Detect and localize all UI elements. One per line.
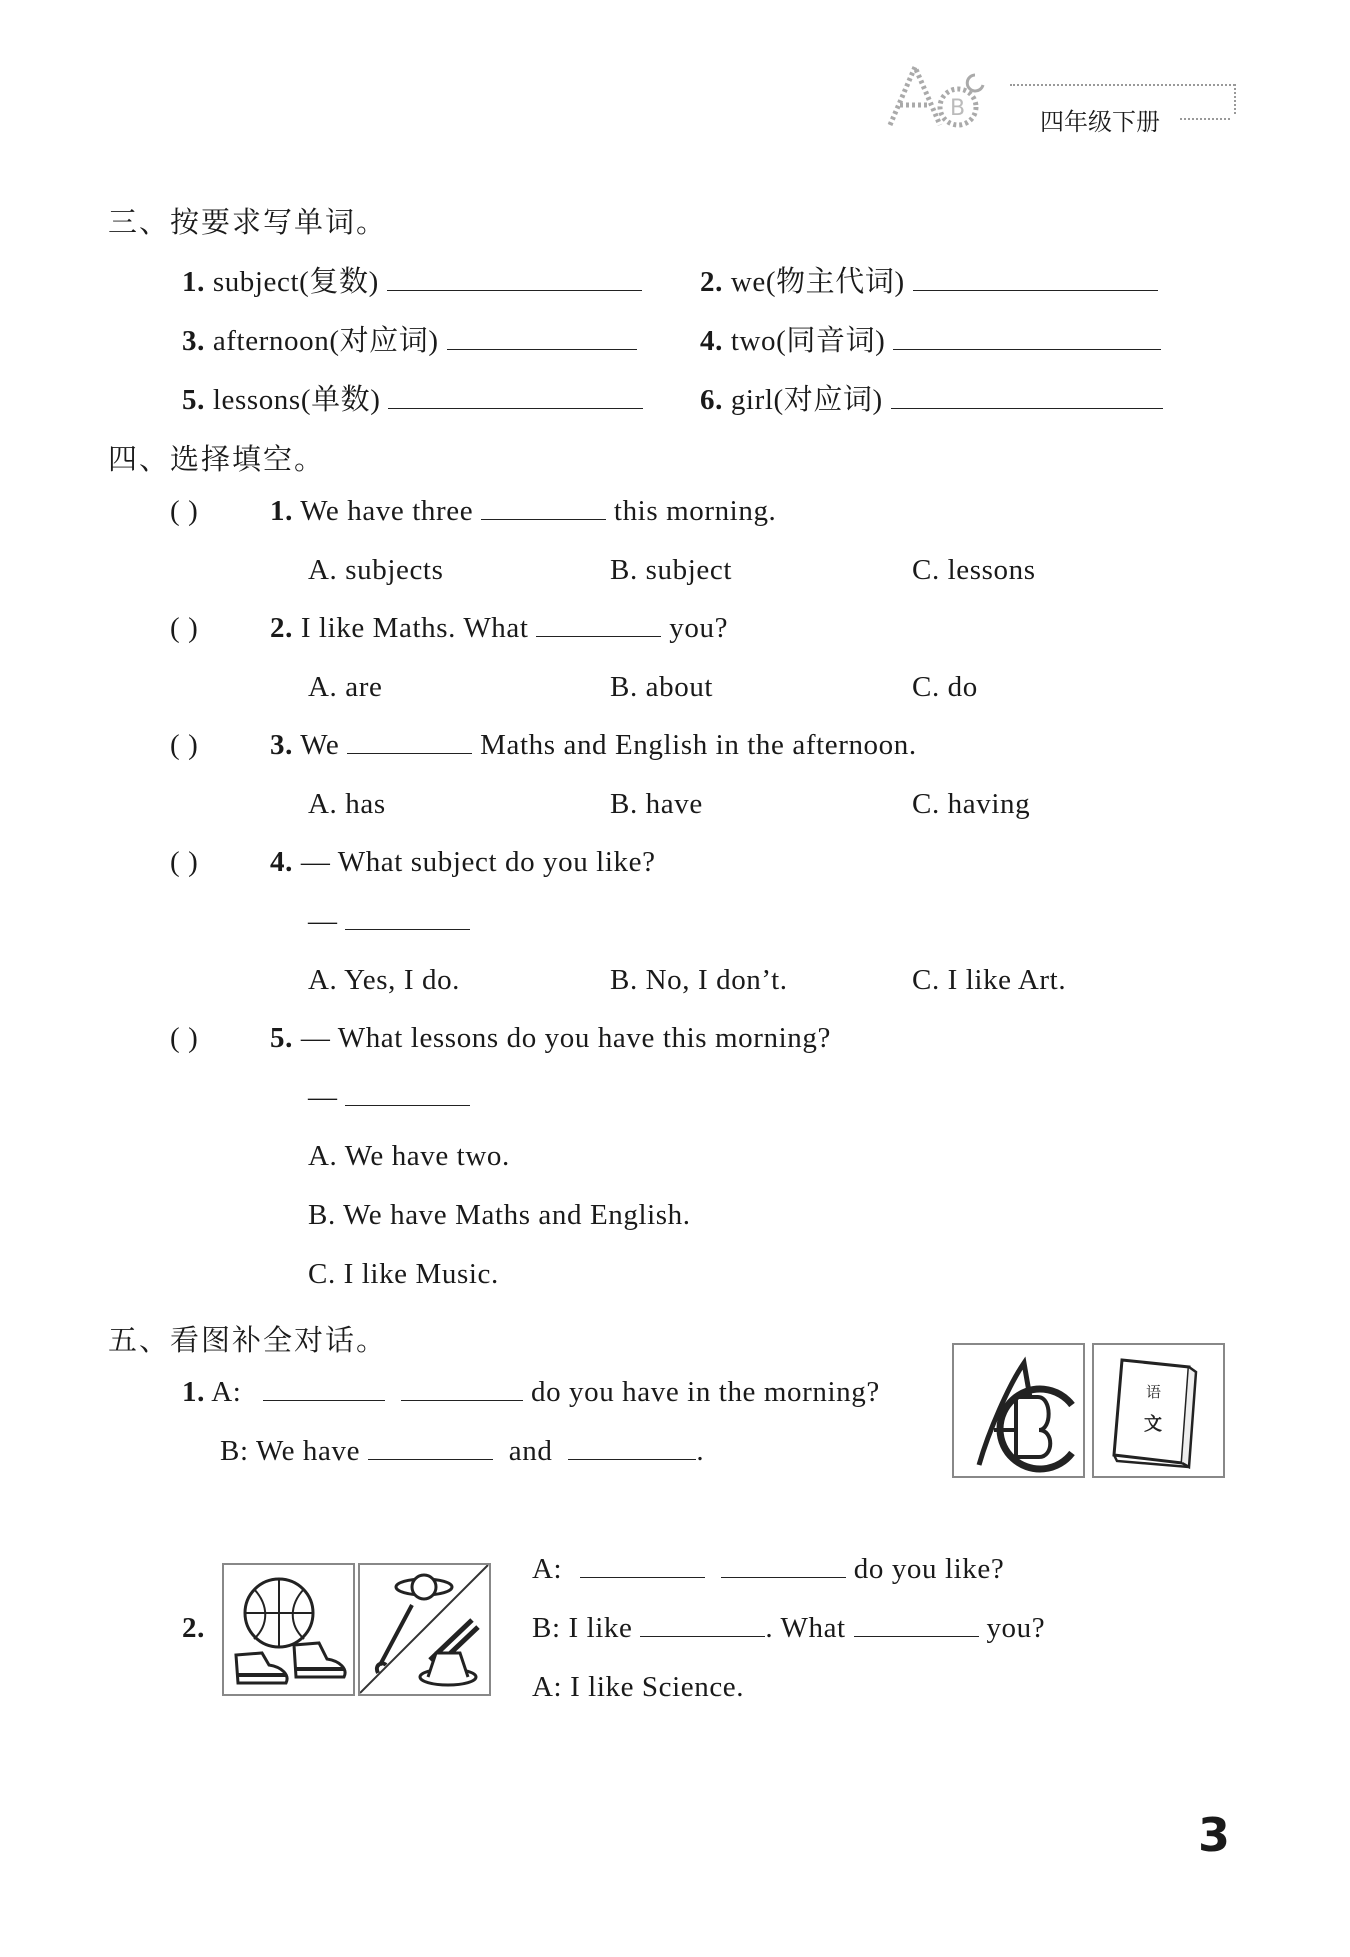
q1-option-c[interactable]: C. lessons: [912, 554, 1036, 586]
s3-item-1: [182, 259, 642, 300]
q5-stem: [270, 1022, 831, 1055]
q5-reply: [308, 1081, 470, 1114]
q4-option-a[interactable]: A. Yes, I do.: [308, 964, 461, 996]
s3-item-num: 4.: [700, 325, 723, 357]
reply-dash: —: [308, 905, 338, 937]
answer-blank[interactable]: [568, 1435, 696, 1460]
dialogue-text: . What: [765, 1612, 846, 1644]
q1-option-b[interactable]: B. subject: [610, 554, 732, 586]
basketball-sneakers-icon: [224, 1565, 353, 1694]
answer-blank[interactable]: [893, 325, 1161, 350]
q3-answer-paren[interactable]: ( ): [170, 729, 199, 761]
dialogue-text: I like Science.: [570, 1671, 745, 1703]
abc-letters-icon: [954, 1345, 1083, 1476]
reply-dash: —: [308, 1081, 338, 1113]
q3-option-b[interactable]: B. have: [610, 788, 703, 820]
q-num: 4.: [270, 846, 293, 878]
answer-blank[interactable]: [387, 266, 642, 291]
speaker-label: A:: [211, 1376, 242, 1408]
dialogue-text: I like: [568, 1612, 633, 1644]
dialogue-text: you?: [986, 1612, 1046, 1644]
q-text: We: [300, 729, 340, 761]
answer-blank[interactable]: [721, 1553, 846, 1578]
q4-stem: [270, 846, 656, 879]
q4-reply: [308, 905, 470, 938]
d1-line-a: [182, 1376, 880, 1409]
q4-answer-paren[interactable]: ( ): [170, 846, 199, 878]
s3-item-hint: (单数): [300, 384, 381, 416]
pe-items-picture: [222, 1563, 355, 1696]
speaker-label: B:: [220, 1435, 249, 1467]
q3-option-c[interactable]: C. having: [912, 788, 1031, 820]
d2-line-c: [532, 1671, 744, 1704]
logo-abc-icon: [880, 55, 1010, 135]
s3-item-num: 1.: [182, 266, 205, 298]
book-icon: [1094, 1345, 1223, 1476]
q4-option-c[interactable]: C. I like Art.: [912, 964, 1067, 996]
q-text: We have three: [300, 495, 474, 527]
q2-answer-paren[interactable]: ( ): [170, 612, 199, 644]
book-char-1: 语: [1146, 1383, 1162, 1401]
s3-item-num: 5.: [182, 384, 205, 416]
s3-item-num: 3.: [182, 325, 205, 357]
answer-blank[interactable]: [401, 1376, 523, 1401]
header-rule-right: [1234, 84, 1236, 114]
chinese-book-picture: [1092, 1343, 1225, 1478]
answer-blank[interactable]: [536, 612, 661, 637]
q5-option-c[interactable]: C. I like Music.: [308, 1258, 499, 1290]
s3-item-word: subject: [212, 266, 300, 298]
q-num: 2.: [270, 612, 293, 644]
dialogue-num: 1.: [182, 1376, 205, 1408]
dialogue-text: do you have in the morning?: [530, 1376, 880, 1408]
speaker-label: B:: [532, 1612, 561, 1644]
s3-item-num: 6.: [700, 384, 723, 416]
science-items-picture: [358, 1563, 491, 1696]
speaker-label: A:: [532, 1671, 563, 1703]
q2-option-c[interactable]: C. do: [912, 671, 978, 703]
q2-stem: [270, 612, 728, 645]
q3-option-a[interactable]: A. has: [308, 788, 386, 820]
q3-stem: [270, 729, 917, 762]
q2-option-a[interactable]: A. are: [308, 671, 383, 703]
dialogue-text: and: [508, 1435, 553, 1467]
q-num: 5.: [270, 1022, 293, 1054]
s3-item-4: [700, 318, 1161, 359]
s3-item-5: [182, 377, 643, 418]
answer-blank[interactable]: [891, 384, 1163, 409]
s3-item-hint: (对应词): [329, 325, 439, 357]
s3-item-hint: (复数): [299, 266, 379, 298]
q-num: 3.: [270, 729, 293, 761]
science-tools-icon: [360, 1565, 489, 1694]
s3-item-word: we: [730, 266, 766, 298]
q-text: this morning.: [613, 495, 777, 527]
d1-line-b: [220, 1435, 704, 1468]
s3-item-hint: (对应词): [773, 384, 883, 416]
answer-blank[interactable]: [640, 1612, 765, 1637]
answer-blank[interactable]: [345, 905, 470, 930]
q-text: Maths and English in the afternoon.: [480, 729, 917, 761]
answer-blank[interactable]: [913, 266, 1158, 291]
q-text: I like Maths. What: [300, 612, 529, 644]
header-rule-bottom: [1180, 118, 1230, 120]
d2-num: 2.: [182, 1612, 205, 1644]
q1-stem: [270, 495, 776, 528]
s3-item-num: 2.: [700, 266, 723, 298]
answer-blank[interactable]: [481, 495, 606, 520]
q1-option-a[interactable]: A. subjects: [308, 554, 444, 586]
abc-letters-picture: [952, 1343, 1085, 1478]
answer-blank[interactable]: [345, 1081, 470, 1106]
q-text: you?: [669, 612, 729, 644]
d2-line-a: [532, 1553, 1004, 1586]
q-num: 1.: [270, 495, 293, 527]
s3-item-hint: (同音词): [776, 325, 886, 357]
answer-blank[interactable]: [854, 1612, 979, 1637]
q5-option-b[interactable]: B. We have Maths and English.: [308, 1199, 691, 1231]
header-rule-top: [1010, 84, 1235, 86]
q-text: — What subject do you like?: [300, 846, 656, 878]
q1-answer-paren[interactable]: ( ): [170, 495, 199, 527]
answer-blank[interactable]: [347, 729, 472, 754]
section3-title: 三、按要求写单词。: [108, 205, 388, 239]
q5-answer-paren[interactable]: ( ): [170, 1022, 199, 1054]
s3-item-word: girl: [730, 384, 774, 416]
book-char-2: 文: [1144, 1414, 1162, 1435]
section4-title: 四、选择填空。: [108, 442, 326, 476]
s3-item-word: two: [730, 325, 777, 357]
s3-item-word: lessons: [212, 384, 301, 416]
grade-tag: 四年级下册: [1040, 108, 1160, 136]
q-text: — What lessons do you have this morning?: [300, 1022, 831, 1054]
s3-item-2: [700, 259, 1158, 300]
s3-item-3: [182, 318, 637, 359]
s3-item-6: [700, 377, 1163, 418]
answer-blank[interactable]: [263, 1376, 385, 1401]
s3-item-word: afternoon: [212, 325, 330, 357]
answer-blank[interactable]: [368, 1435, 493, 1460]
answer-blank[interactable]: [580, 1553, 705, 1578]
q2-option-b[interactable]: B. about: [610, 671, 714, 703]
dialogue-text: do you like?: [853, 1553, 1005, 1585]
q5-option-a[interactable]: A. We have two.: [308, 1140, 510, 1172]
q4-option-b[interactable]: B. No, I don’t.: [610, 964, 788, 996]
dialogue-text: .: [696, 1435, 705, 1467]
answer-blank[interactable]: [388, 384, 643, 409]
section5-title: 五、看图补全对话。: [108, 1323, 388, 1357]
page-number: 3: [1198, 1808, 1231, 1862]
answer-blank[interactable]: [447, 325, 637, 350]
svg-text:B: B: [950, 96, 966, 121]
logo-abc: [880, 55, 1010, 135]
dialogue-text: We have: [255, 1435, 361, 1467]
speaker-label: A:: [532, 1553, 563, 1585]
s3-item-hint: (物主代词): [765, 266, 905, 298]
d2-line-b: [532, 1612, 1045, 1645]
